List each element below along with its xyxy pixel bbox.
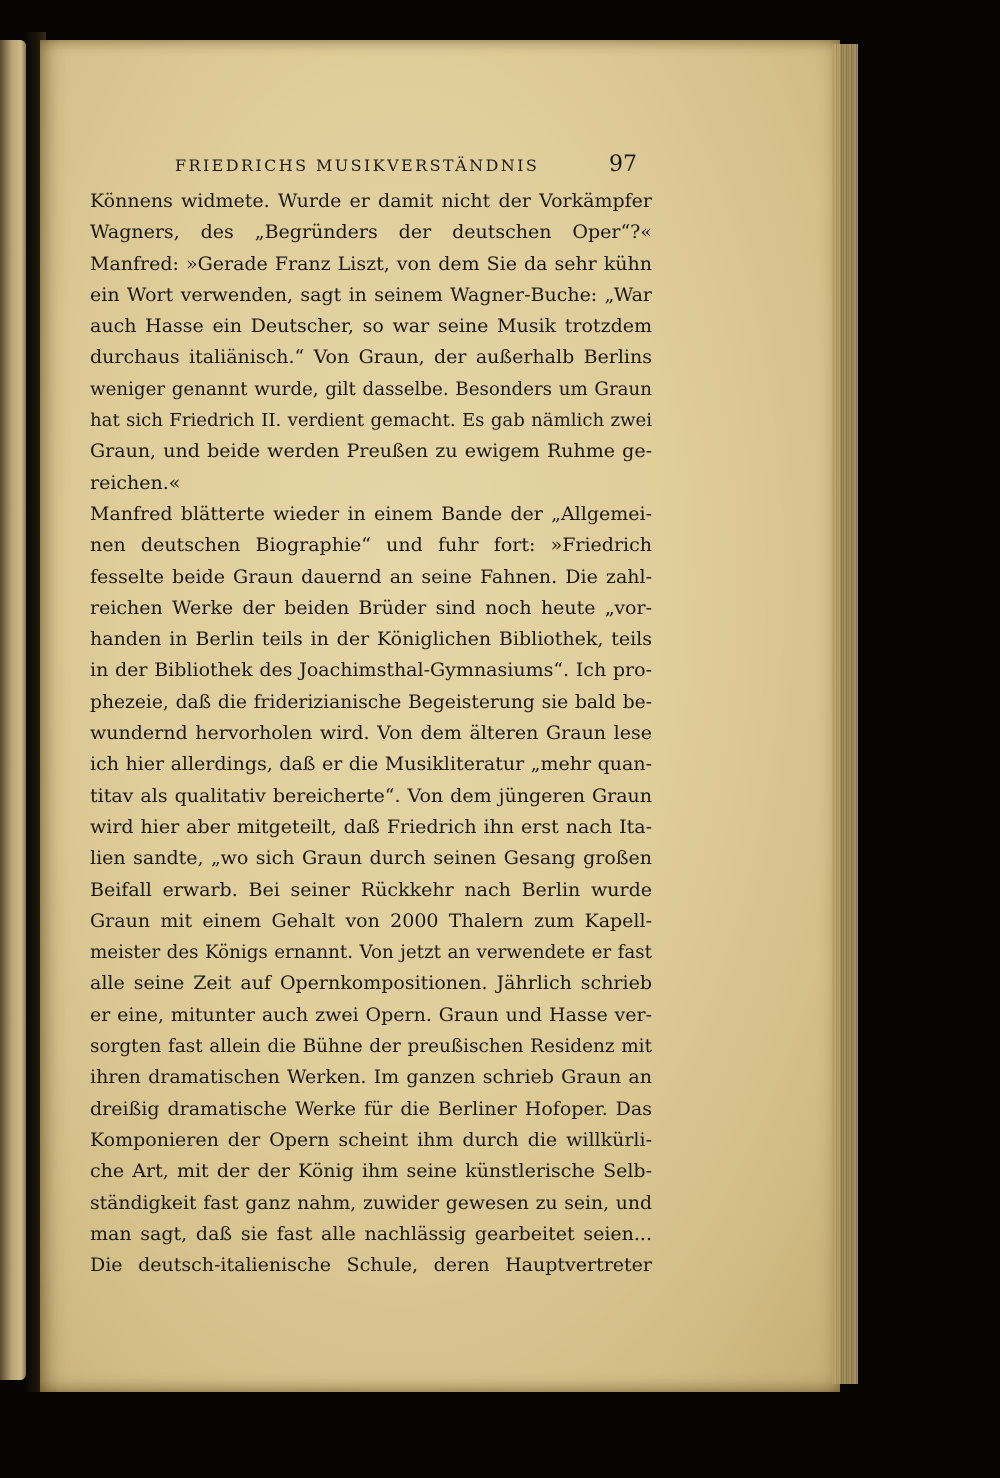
- text-line: wird hier aber mitgeteilt, daß Friedrich ihn erst nach Ita-: [90, 815, 652, 838]
- text-line: ein Wort verwenden, sagt in seinem Wagner-Buche: „War: [90, 283, 652, 306]
- text-line: ständigkeit fast ganz nahm, zuwider gewesen zu sein, und: [90, 1192, 652, 1214]
- text-line: weniger genannt wurde, gilt dasselbe. Besonders um Graun: [90, 378, 652, 400]
- text-line: che Art, mit der der König ihm seine künstlerische Selb-: [90, 1160, 652, 1183]
- text-line: er eine, mitunter auch zwei Opern. Graun und Hasse ver-: [90, 1003, 652, 1026]
- page-stack-edge: [832, 44, 858, 1384]
- text-line: durchaus italiänisch.“ Von Graun, der außerhalb Berlins: [90, 346, 652, 369]
- text-line: meister des Königs ernannt. Von jetzt an verwendete er fast: [90, 942, 652, 964]
- text-line: lien sandte, „wo sich Graun durch seinen Gesang großen: [90, 847, 652, 870]
- text-line: Komponieren der Opern scheint ihm durch die willkürli-: [90, 1128, 652, 1151]
- text-line: Wagners, des „Begründers der deutschen Oper“?«: [90, 221, 652, 244]
- text-line: Graun mit einem Gehalt von 2000 Thalern zum Kapell-: [90, 909, 652, 932]
- text-line: in der Bibliothek des Joachimsthal-Gymnasiums“. Ich pro-: [90, 659, 652, 682]
- text-line: phezeie, daß die friderizianische Begeisterung sie bald be-: [90, 691, 652, 713]
- text-line: man sagt, daß sie fast alle nachlässig gearbeitet seien...: [90, 1222, 652, 1245]
- text-line: ihren dramatischen Werken. Im ganzen schrieb Graun an: [90, 1066, 652, 1089]
- text-line: Manfred: »Gerade Franz Liszt, von dem Sie da sehr kühn: [90, 252, 652, 275]
- text-line: sorgten fast allein die Bühne der preußischen Residenz mit: [90, 1036, 652, 1058]
- text-line: nen deutschen Biographie“ und fuhr fort: »Friedrich: [90, 534, 652, 557]
- text-line: auch Hasse ein Deutscher, so war seine Musik trotzdem: [90, 315, 652, 338]
- page-header: [175, 152, 655, 184]
- text-line: titav als qualitativ bereicherte“. Von dem jüngeren Graun: [90, 784, 652, 807]
- left-page-edge: [0, 40, 26, 1380]
- text-line: Könnens widmete. Wurde er damit nicht der Vorkämpfer: [90, 190, 652, 212]
- text-line: wundernd hervorholen wird. Von dem älteren Graun lese: [90, 722, 652, 745]
- text-line: Graun, und beide werden Preußen zu ewigem Ruhme ge-: [90, 440, 652, 463]
- text-line: fesselte beide Graun dauernd an seine Fahnen. Die zahl-: [90, 565, 652, 588]
- text-line: alle seine Zeit auf Opernkompositionen. Jährlich schrieb: [90, 972, 652, 995]
- text-line: reichen.«: [90, 471, 181, 494]
- text-line: Manfred blätterte wieder in einem Bande der „Allgemei-: [90, 502, 652, 525]
- text-line: reichen Werke der beiden Brüder sind noch heute „vor-: [90, 596, 652, 619]
- text-line: hat sich Friedrich II. verdient gemacht. Es gab nämlich zwei: [90, 410, 652, 432]
- text-line: dreißig dramatische Werke für die Berliner Hofoper. Das: [90, 1097, 652, 1120]
- page-number: 97: [609, 152, 637, 177]
- text-line: Beifall erwarb. Bei seiner Rückkehr nach Berlin wurde: [90, 878, 652, 901]
- text-line: ich hier allerdings, daß er die Musikliteratur „mehr quan-: [90, 753, 652, 776]
- text-line: handen in Berlin teils in der Königlichen Bibliothek, teils: [90, 628, 652, 651]
- body-text: [90, 186, 652, 1281]
- running-head: FRIEDRICHS MUSIKVERSTÄNDNIS: [175, 156, 540, 175]
- text-line: Die deutsch-italienische Schule, deren Hauptvertreter: [90, 1254, 652, 1277]
